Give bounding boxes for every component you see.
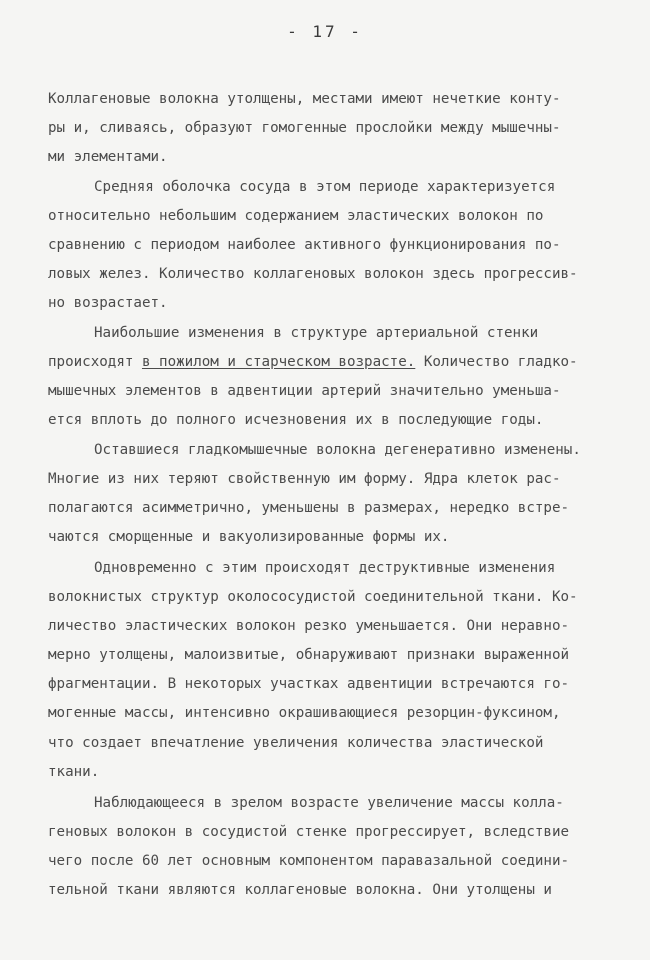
text-line: Многие из них теряют свойственную им форму. Ядра клеток рас-	[48, 471, 561, 487]
text-line: Одновременно с этим происходят деструктивные изменения	[94, 560, 556, 576]
text-line: геновых волокон в сосудистой стенке прогрессирует, вследствие	[48, 824, 570, 840]
text-line: чаются сморщенные и вакуолизированные формы их.	[48, 529, 450, 545]
underlined-phrase: в пожилом и старческом возрасте.	[141, 354, 416, 370]
text-line: Наблюдающееся в зрелом возрасте увеличение массы колла-	[94, 795, 564, 811]
text-line: полагаются асимметрично, уменьшены в размерах, нередко встре-	[48, 500, 570, 516]
text-line: что создает впечатление увеличения количества эластической	[48, 735, 544, 751]
text-line: фрагментации. В некоторых участках адвентиции встречаются го-	[48, 676, 570, 692]
text-line: но возрастает.	[48, 295, 168, 311]
text-line: сравнению с периодом наиболее активного функционирования по-	[48, 237, 561, 253]
text-line: тельной ткани являются коллагеновые волокна. Они утолщены и	[48, 882, 552, 898]
text-line: ется вплоть до полного исчезновения их в последующие годы.	[48, 412, 544, 428]
text-line: Оставшиеся гладкомышечные волокна дегенеративно изменены.	[94, 442, 581, 458]
text-line: могенные массы, интенсивно окрашивающиеся резорцин-фуксином,	[48, 705, 561, 721]
text-line: мерно утолщены, малоизвитые, обнаруживают признаки выраженной	[48, 647, 570, 663]
text-line: Средняя оболочка сосуда в этом периоде характеризуется	[94, 179, 556, 195]
page-number: - 17 -	[287, 22, 363, 41]
text-line: личество эластических волокон резко уменьшается. Они неравно-	[48, 618, 570, 634]
text-line: Наибольшие изменения в структуре артериальной стенки	[94, 325, 539, 341]
text-line: чего после 60 лет основным компонентом паравазальной соедини-	[48, 853, 570, 869]
text-line: мышечных элементов в адвентиции артерий значительно уменьша-	[48, 383, 561, 399]
text-line: ловых желез. Количество коллагеновых волокон здесь прогрессив-	[48, 266, 578, 282]
text-segment: происходят	[48, 354, 142, 370]
text-line: Коллагеновые волокна утолщены, местами имеют нечеткие конту-	[48, 91, 561, 107]
text-line-with-underline	[48, 355, 578, 369]
text-line: ры и, сливаясь, образуют гомогенные прослойки между мышечны-	[48, 120, 561, 136]
text-line: волокнистых структур околососудистой соединительной ткани. Ко-	[48, 589, 578, 605]
text-line: ми элементами.	[48, 149, 168, 165]
text-line: ткани.	[48, 764, 100, 780]
text-line: относительно небольшим содержанием эластических волокон по	[48, 208, 544, 224]
text-segment: Количество гладко-	[415, 354, 578, 370]
